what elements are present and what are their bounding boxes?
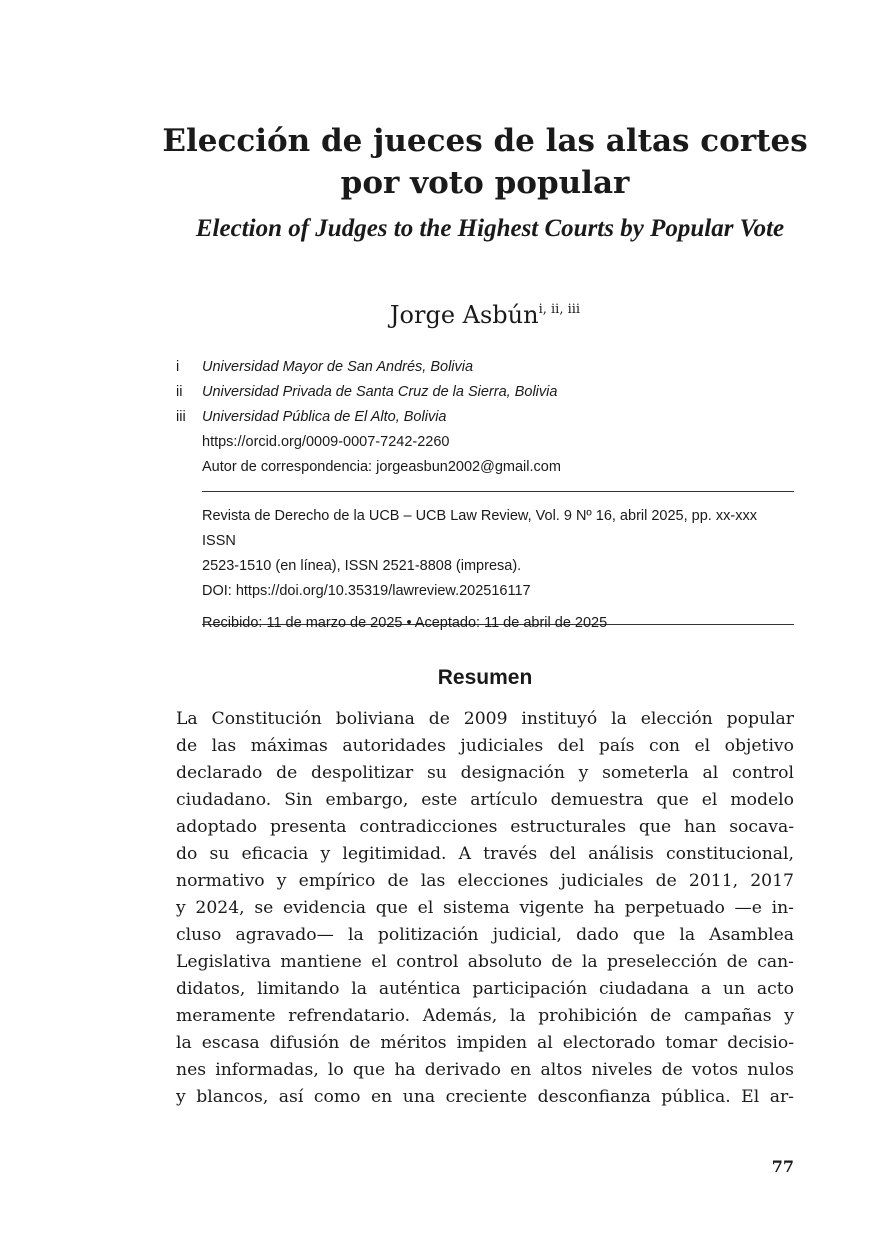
- title-line-2: por voto popular: [340, 165, 630, 201]
- abstract-line: nes informadas, lo que ha derivado en altos niveles de votos nulos: [176, 1060, 794, 1080]
- abstract-heading: Resumen: [437, 666, 533, 689]
- abstract-line: normativo y empírico de las elecciones judiciales de 2011, 2017: [176, 871, 794, 891]
- abstract-line: cluso agravado— la politización judicial, dado que la Asamblea: [176, 925, 794, 945]
- affiliation-item: [176, 355, 776, 380]
- affiliation-item: [176, 380, 776, 405]
- abstract-line: Legislativa mantiene el control absoluto de la preselección de can-: [176, 952, 794, 972]
- journal-citation-line-1: Revista de Derecho de la UCB – UCB Law Review, Vol. 9 Nº 16, abril 2025, pp. xx-xxx ISSN: [202, 508, 757, 549]
- affiliation-text: Universidad Mayor de San Andrés, Bolivia: [202, 359, 474, 375]
- abstract-body: [176, 706, 794, 1111]
- abstract-line: do su eficacia y legitimidad. A través del análisis constitucional,: [176, 844, 794, 864]
- affiliation-number: ii: [176, 384, 183, 400]
- title-line-1: Elección de jueces de las altas cortes: [162, 123, 808, 159]
- affiliation-number: iii: [176, 409, 186, 425]
- correspondence-email[interactable]: Autor de correspondencia: jorgeasbun2002@gmail.com: [202, 459, 561, 475]
- abstract-line: ciudadano. Sin embargo, este artículo demuestra que el modelo: [176, 790, 794, 810]
- orcid-link[interactable]: https://orcid.org/0009-0007-7242-2260: [202, 434, 450, 450]
- affiliations-block: [176, 355, 776, 480]
- doi-link[interactable]: DOI: https://doi.org/10.35319/lawreview.202516117: [202, 583, 531, 599]
- affiliation-item: [176, 405, 776, 430]
- page-number: 77: [771, 1157, 794, 1176]
- received-accepted-dates: Recibido: 11 de marzo de 2025 • Aceptado: 11 de abril de 2025: [202, 615, 608, 631]
- abstract-line: declarado de despolitizar su designación y someterla al control: [176, 763, 794, 783]
- affiliation-text: Universidad Pública de El Alto, Bolivia: [202, 409, 447, 425]
- affiliation-text: Universidad Privada de Santa Cruz de la Sierra, Bolivia: [202, 384, 558, 400]
- abstract-line: La Constitución boliviana de 2009 instituyó la elección popular: [176, 709, 794, 729]
- abstract-line: adoptado presenta contradicciones estructurales que han socava-: [176, 817, 794, 837]
- author-byline: [200, 294, 770, 331]
- author-name: Jorge Asbún: [389, 301, 539, 329]
- author-affiliation-marks: i, ii, iii: [538, 302, 581, 317]
- journal-citation-line-2: 2523-1510 (en línea), ISSN 2521-8808 (impresa).: [202, 558, 522, 574]
- abstract-line: de las máximas autoridades judiciales del país con el objetivo: [176, 736, 794, 756]
- affiliation-number: i: [176, 359, 180, 375]
- article-title: [160, 120, 810, 204]
- abstract-line: meramente refrendatario. Además, la prohibición de campañas y: [176, 1006, 794, 1026]
- abstract-line: y 2024, se evidencia que el sistema vigente ha perpetuado —e in-: [176, 898, 794, 918]
- publication-info-box: [202, 491, 794, 631]
- article-subtitle-english: Election of Judges to the Highest Courts by Popular Vote: [195, 215, 785, 242]
- abstract-line: la escasa difusión de méritos impiden al electorado tomar decisio-: [176, 1033, 794, 1053]
- abstract-line: didatos, limitando la auténtica participación ciudadana a un acto: [176, 979, 794, 999]
- abstract-line: y blancos, así como en una creciente desconfianza pública. El ar-: [176, 1087, 794, 1107]
